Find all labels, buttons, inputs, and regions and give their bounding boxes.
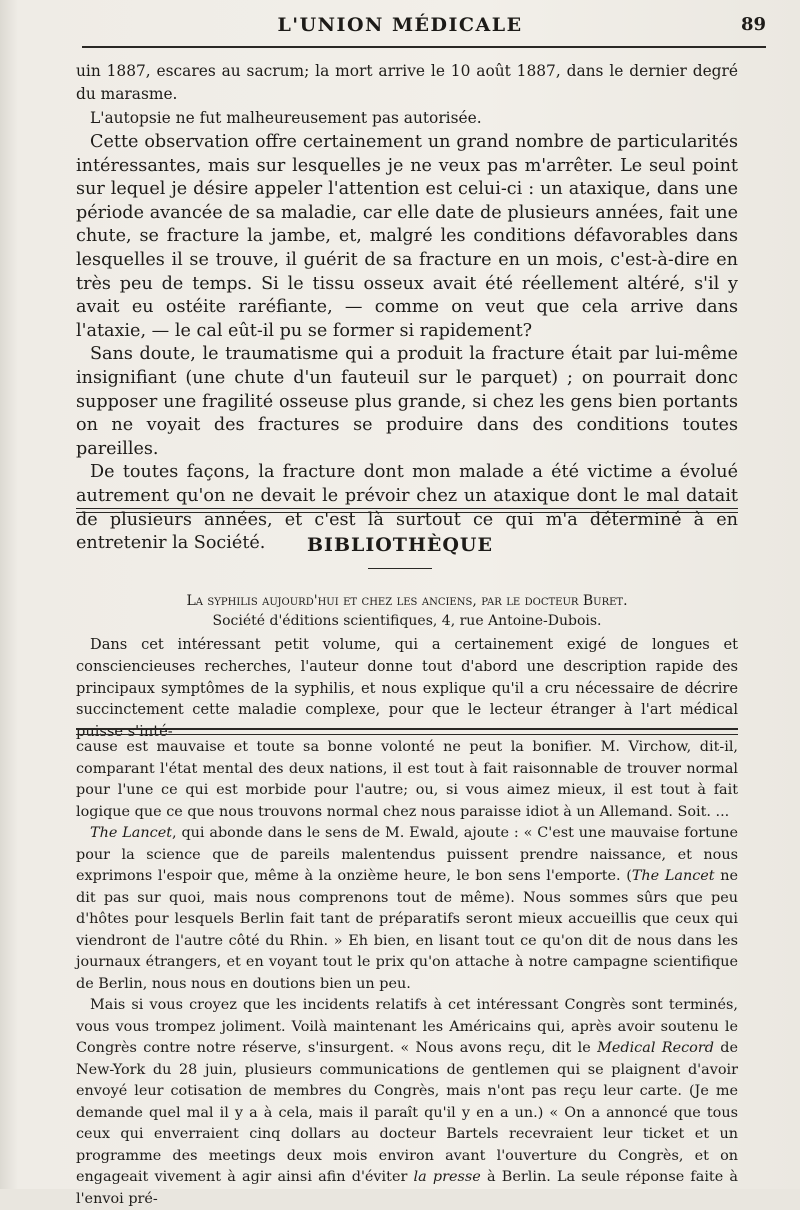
bibliotheque-heading: BIBLIOTHÈQUE	[307, 534, 493, 556]
page-number: 89	[740, 14, 766, 35]
header-rule	[82, 46, 766, 48]
review-paragraph: Dans cet intéressant petit volume, qui a certainement exigé de longues et consciencieuses recherches, l'auteur donne tout d'abord une description rapide des principaux symptômes de la syphilis, et nous explique qu'il a cru nécessaire de décrire succinctement cette maladie complexe, pour que le lecteur étranger à l'art médical puisse s'inté-	[76, 636, 738, 741]
journal-name: The Lancet	[631, 868, 715, 884]
case-ending-line: uin 1887, escares au sacrum; la mort arrive le 10 août 1887, dans le dernier degré du marasme.	[76, 62, 738, 104]
publisher-line: Société d'éditions scientifiques, 4, rue Antoine-Dubois.	[212, 612, 602, 629]
journal-title: L'UNION MÉDICALE	[277, 14, 523, 36]
running-head	[0, 12, 800, 46]
discussion-paragraph-3: De toutes façons, la fracture dont mon malade a été victime a évolué autrement qu'on ne devait le prévoir chez un ataxique dont le mal datait de plusieurs années, et c'est là surtout ce qui m'a déterminé à en entretenir la Société.	[76, 462, 738, 554]
discussion-section	[76, 131, 738, 556]
journal-name: Medical Record	[597, 1040, 714, 1056]
journal-name: The Lancet	[90, 825, 173, 841]
discussion-paragraph-2: Sans doute, le traumatisme qui a produit la fracture était par lui-même insignifiant (une chute d'un fauteuil sur le parquet) ; on pourrait donc supposer une fragilité osseuse plus grande, si chez les gens bien portants on ne voyait des fractures se produire dans des conditions toutes pareilles.	[76, 344, 738, 459]
section-separator	[76, 508, 738, 513]
continuation-paragraph-2	[76, 823, 738, 995]
book-title-line: La syphilis aujourd'hui et chez les anciens, par le docteur Buret.	[186, 593, 628, 609]
case-conclusion	[76, 60, 738, 130]
continuation-paragraph-1: cause est mauvaise et toute sa bonne volonté ne peut la bonifier. M. Virchow, dit-il, comparant l'état mental des deux nations, il est tout à fait raisonnable de trouver normal pour l'une ce qui est morbide pour l'autre; ou, si vous aimez mieux, il est tout à fait logique que ce que nous trouvons normal chez nous paraisse idiot à un Allemand. Soit. ...	[76, 739, 738, 820]
discussion-paragraph-1: Cette observation offre certainement un grand nombre de particularités intéressantes, mais sur lesquelles je ne veux pas m'arrêter. Le seul point sur lequel je désire appeler l'attention est celui-ci : un ataxique, dans une période avancée de sa maladie, car elle date de plusieurs années, fait une chute, se fracture la jambe, et, malgré les conditions défavorables dans lesquelles il se trouve, il guérit de sa fracture en un mois, c'est-à-dire en très peu de temps. Si le tissu osseux avait été réellement altéré, s'il y avait eu ostéite raréfiante, — comme on veut que cela arrive dans l'ataxie, — le cal eût-il pu se former si rapidement?	[76, 132, 738, 341]
book-review	[76, 634, 738, 743]
paragraph-text: Mais si vous croyez que les incidents relatifs à cet intéressant Congrès sont terminés, vous vous trompez joliment. Voilà maintenant les Américains qui, après avoir soutenu le Congrès contre notre réserve, s'insurgent. « Nous avons reçu, dit le	[76, 997, 738, 1056]
paragraph-text: à Berlin. La seule réponse faite à l'envoi pré-	[76, 1169, 738, 1207]
continuation-paragraph-3	[76, 995, 738, 1210]
emphasis-text: la presse	[413, 1169, 481, 1185]
column-break-rule	[76, 728, 738, 735]
paragraph-text: , qui abonde dans le sens de M. Ewald, ajoute : « C'est une mauvaise fortune pour la science que de pareils malentendus puissent prendre naissance, et nous exprimons l'espoir que, même à la onzième heure, le bon sens l'emporte. (	[76, 825, 738, 884]
paragraph-text: de New-York du 28 juin, plusieurs communications de gentlemen qui se plaignent d'avoir envoyé leur cotisation de membres du Congrès, mais n'ont pas reçu leur carte. (Je me demande quel mal il y a à cela, mais il paraît qu'il y en a un.) « On a annoncé que tous ceux qui enverraient cinq dollars au docteur Bartels recevraient leur ticket et un programme des meetings deux mois environ avant l'ouverture du Congrès, et on engageait vivement à agir ainsi afin d'éviter	[76, 1040, 738, 1185]
paragraph-text: ne dit pas sur quoi, mais nous comprenons tout de même). Nous sommes sûrs que peu d'hôtes pour lesquels Berlin fait tant de préparatifs seront mieux accueillis que ceux qui viendront de l'autre côté du Rhin. » Eh bien, en lisant tout ce qu'on dit de nous dans les journaux étrangers, et en voyant tout le prix qu'on attache à notre campagne scientifique de Berlin, nous nous en doutions bien un peu.	[76, 868, 738, 992]
continuation-section	[76, 737, 738, 1210]
book-reference	[76, 592, 738, 631]
autopsy-note: L'autopsie ne fut malheureusement pas autorisée.	[90, 108, 482, 127]
heading-rule	[368, 568, 432, 569]
